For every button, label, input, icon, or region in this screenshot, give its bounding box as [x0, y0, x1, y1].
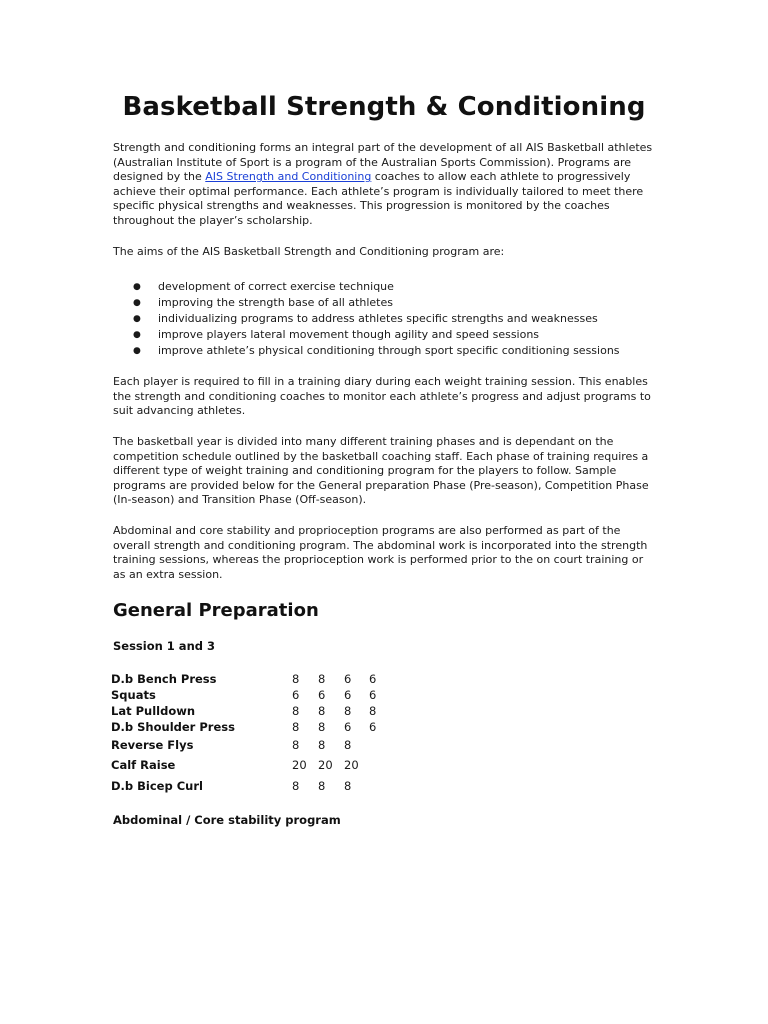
- rep-count: 8: [292, 779, 300, 793]
- rep-count: 6: [369, 672, 377, 686]
- rep-count: 6: [369, 688, 377, 702]
- rep-count: 6: [344, 720, 352, 734]
- rep-count: 8: [318, 704, 326, 718]
- exercise-row: [111, 738, 411, 754]
- core-stability-label: Abdominal / Core stability program: [113, 813, 341, 827]
- page-title: Basketball Strength & Conditioning: [122, 92, 646, 122]
- rep-count: 8: [292, 720, 300, 734]
- intro-text-start: Strength and conditioning forms an integral part of the development of all AIS Basketball athletes (Australian Institute of Sport is a program of the Australian Sports Commission). Programs are designed by the: [113, 141, 653, 184]
- exercise-name: Lat Pulldown: [111, 704, 196, 718]
- rep-count: 8: [318, 720, 326, 734]
- exercise-name: D.b Shoulder Press: [111, 720, 235, 734]
- rep-count: 20: [318, 758, 333, 772]
- ais-strength-link[interactable]: AIS Strength and Conditioning: [205, 170, 372, 184]
- rep-count: 6: [292, 688, 300, 702]
- rep-count: 8: [292, 704, 300, 718]
- rep-count: 8: [318, 672, 326, 686]
- aims-intro: The aims of the AIS Basketball Strength and Conditioning program are:: [113, 245, 505, 258]
- section-heading-general-preparation: General Preparation: [113, 600, 319, 621]
- rep-count: 6: [344, 688, 352, 702]
- rep-count: 8: [344, 704, 352, 718]
- aims-list-item: [113, 279, 673, 295]
- aim-text: improve players lateral movement though agility and speed sessions: [158, 328, 540, 341]
- bullet-icon: ●: [133, 314, 141, 324]
- aims-list-item: [113, 295, 673, 311]
- exercise-row: [111, 688, 411, 704]
- rep-count: 8: [292, 738, 300, 752]
- rep-count: 8: [318, 779, 326, 793]
- exercise-name: D.b Bicep Curl: [111, 779, 203, 793]
- bullet-icon: ●: [133, 346, 141, 356]
- rep-count: 8: [344, 779, 352, 793]
- bullet-icon: ●: [133, 282, 141, 292]
- exercise-name: Squats: [111, 688, 156, 702]
- rep-count: 6: [369, 720, 377, 734]
- exercise-name: D.b Bench Press: [111, 672, 217, 686]
- aim-text: improve athlete’s physical conditioning through sport specific conditioning sessions: [158, 344, 620, 357]
- exercise-row: [111, 720, 411, 736]
- aim-text: development of correct exercise technique: [158, 280, 394, 293]
- rep-count: 8: [318, 738, 326, 752]
- exercise-row: [111, 672, 411, 688]
- aim-text: improving the strength base of all athletes: [158, 296, 393, 309]
- intro-text-end: coaches to allow each athlete to progressively achieve their optimal performance. Each athlete’s program is individually tailored to meet there specific physical strengths and weaknesses. This progression is monitored by the coaches throughout the player’s scholarship.: [113, 170, 644, 227]
- rep-count: 8: [344, 738, 352, 752]
- rep-count: 8: [369, 704, 377, 718]
- bullet-icon: ●: [133, 330, 141, 340]
- bullet-icon: ●: [133, 298, 141, 308]
- aims-list-item: [113, 343, 673, 359]
- aims-list-item: [113, 327, 673, 343]
- aims-list: [113, 279, 673, 359]
- rep-count: 20: [344, 758, 359, 772]
- exercise-row: [111, 758, 411, 774]
- aims-list-item: [113, 311, 673, 327]
- exercise-name: Calf Raise: [111, 758, 176, 772]
- rep-count: 6: [344, 672, 352, 686]
- exercise-row: [111, 704, 411, 720]
- diary-paragraph: Each player is required to fill in a training diary during each weight training session. This enables the strength and conditioning coaches to monitor each athlete’s progress and adjust programs to suit advancing athletes.: [113, 375, 651, 418]
- exercise-name: Reverse Flys: [111, 738, 194, 752]
- rep-count: 8: [292, 672, 300, 686]
- rep-count: 6: [318, 688, 326, 702]
- intro-paragraph: [113, 141, 658, 229]
- core-program-paragraph: Abdominal and core stability and proprioception programs are also performed as part of the overall strength and conditioning program. The abdominal work is incorporated into the strength training sessions, whereas the proprioception work is performed prior to the on court training or as an extra session.: [113, 524, 648, 581]
- session-label: Session 1 and 3: [113, 639, 215, 653]
- training-year-paragraph: The basketball year is divided into many different training phases and is dependant on the competition schedule outlined by the basketball coaching staff. Each phase of training requires a different type of weight training and conditioning program for the players to follow. Sample programs are provided below for the General preparation Phase (Pre-season), Competition Phase (In-season) and Transition Phase (Off-season).: [113, 435, 649, 507]
- exercise-row: [111, 779, 411, 795]
- aim-text: individualizing programs to address athletes specific strengths and weaknesses: [158, 312, 598, 325]
- rep-count: 20: [292, 758, 307, 772]
